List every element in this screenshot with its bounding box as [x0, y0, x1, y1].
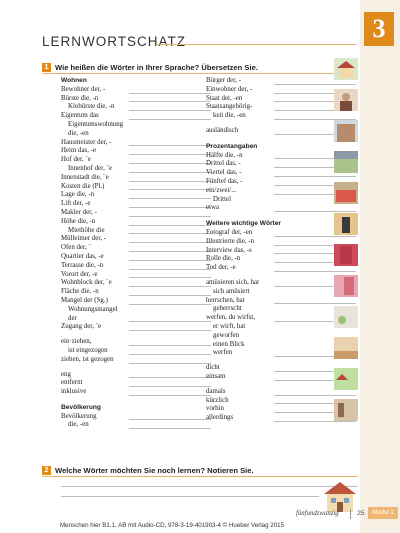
vocab-term: Drittel das, -	[206, 160, 241, 168]
vocab-term: vorhin	[206, 405, 224, 413]
vocab-term: eng	[61, 370, 71, 378]
room-photo-icon	[334, 275, 358, 297]
notes-line[interactable]	[61, 496, 319, 497]
task-1-number: 1	[42, 63, 51, 72]
vocab-row	[61, 218, 211, 227]
courtyard-photo-icon	[334, 151, 358, 173]
translation-line[interactable]	[129, 330, 211, 331]
vocab-term: Eigentumswohnung	[68, 120, 124, 128]
task-2-text: Welche Wörter möchten Sie noch lernen? Notieren Sie.	[55, 466, 254, 475]
vocab-term: herrschen, hat	[206, 296, 245, 304]
vocab-term: Einwohner der, -	[206, 85, 253, 93]
translation-line[interactable]	[129, 93, 211, 94]
vocab-term: allerdings	[206, 414, 234, 422]
vocab-row	[61, 156, 211, 165]
vocab-term: Mangel der (Sg.)	[61, 296, 108, 304]
house-illustration-icon	[322, 478, 358, 514]
translation-line[interactable]	[129, 110, 211, 111]
vocab-term: Hausmeister der, -	[61, 138, 112, 146]
vocab-term: Wohnblock der, ¨e	[61, 279, 112, 287]
translation-line[interactable]	[129, 269, 211, 270]
vocab-row	[61, 356, 211, 365]
translation-line[interactable]	[129, 198, 211, 199]
vocab-row	[61, 323, 211, 332]
vocab-row	[61, 191, 211, 200]
vocab-row	[61, 103, 211, 112]
vocab-term: Fotograf der, -en	[206, 228, 253, 236]
translation-line[interactable]	[129, 101, 211, 102]
vocab-row	[61, 279, 211, 288]
vocab-row	[61, 306, 211, 315]
page-number: 25	[357, 510, 365, 517]
vocab-row	[61, 130, 211, 139]
vocab-term: geworfen	[213, 331, 240, 339]
vocab-term: Wohnungsmangel	[68, 305, 118, 313]
vocab-term: Interview das, -s	[206, 246, 252, 254]
vocab-term: ist eingezogen	[68, 346, 108, 354]
vocab-term: Staatsangehörig-	[206, 103, 253, 111]
vocab-term: ziehen, ist gezogen	[61, 355, 114, 363]
vocab-term: Lage die, -n	[61, 191, 95, 199]
translation-line[interactable]	[129, 428, 211, 429]
vocab-row	[61, 338, 211, 347]
task-1-rule	[42, 73, 358, 74]
vocab-term: Lift der, -e	[61, 200, 91, 208]
translation-line[interactable]	[129, 189, 211, 190]
section-heading: Wohnen	[61, 77, 87, 84]
vocab-term: die, -en	[68, 421, 89, 429]
task-1-heading	[42, 63, 258, 72]
vocab-term: Drittel	[213, 195, 231, 203]
man-photo-icon	[334, 89, 358, 111]
translation-line[interactable]	[129, 354, 211, 355]
vocab-term: Quartier das, -e	[61, 252, 104, 260]
translation-line[interactable]	[129, 242, 211, 243]
photo-strip	[334, 58, 358, 430]
vocab-term: etwa	[206, 204, 220, 212]
vocab-term: ein·ziehen,	[61, 338, 92, 346]
vocab-term: werfen	[213, 349, 233, 357]
vocab-term: Terrasse die, -n	[61, 261, 104, 269]
street-photo-icon	[334, 399, 358, 421]
vocab-row	[61, 121, 211, 130]
translation-line[interactable]	[129, 386, 211, 387]
vocab-row	[61, 95, 211, 104]
vocab-row	[61, 139, 211, 148]
vocab-term: keit die, -en	[213, 112, 246, 120]
translation-line[interactable]	[129, 260, 211, 261]
translation-line[interactable]	[129, 172, 211, 173]
translation-line[interactable]	[129, 216, 211, 217]
vocab-term: inklusive	[61, 388, 87, 396]
vocab-term: Bürste die, -n	[61, 94, 99, 102]
vocab-term: geherrscht	[213, 305, 242, 313]
vocab-row	[61, 112, 211, 121]
vocab-row	[61, 413, 211, 422]
vocab-row	[61, 253, 211, 262]
translation-line[interactable]	[129, 286, 211, 287]
vocab-term: Hälfte die, -n	[206, 151, 243, 159]
translation-line[interactable]	[129, 345, 211, 346]
notes-line[interactable]	[61, 486, 358, 487]
vocab-term: er wirft, hat	[213, 322, 246, 330]
vocab-term: Vorort der, -e	[61, 270, 98, 278]
title-rule	[156, 44, 356, 45]
vocab-column-left	[61, 77, 211, 430]
translation-line[interactable]	[129, 295, 211, 296]
vocab-row	[61, 371, 211, 380]
vocab-term: Staat der, -en	[206, 94, 243, 102]
vocab-row	[61, 347, 211, 356]
terrace-photo-icon	[334, 337, 358, 359]
vocab-row	[61, 227, 211, 236]
house-illustration-icon	[334, 58, 358, 80]
vocab-term: Innenstadt die, ¨e	[61, 173, 109, 181]
translation-line[interactable]	[129, 154, 211, 155]
vocab-term: Rolle die, -n	[206, 255, 241, 263]
section-heading: Bevölkerung	[61, 403, 101, 411]
vocab-term: Bewohner der, -	[61, 85, 106, 93]
vocab-row	[61, 235, 211, 244]
vocab-row	[61, 244, 211, 253]
oven-photo-icon	[334, 213, 358, 235]
vocab-term: werfen, du wirfst,	[206, 314, 255, 322]
vocab-term: kürzlich	[206, 396, 229, 404]
vocab-row	[61, 209, 211, 218]
vocab-row	[61, 388, 211, 397]
section-heading: Prozentangaben	[206, 142, 258, 150]
translation-line[interactable]	[129, 207, 211, 208]
footer-divider	[350, 509, 351, 519]
vocab-term: Innenhof der, ¨e	[68, 164, 112, 172]
vocab-term: der	[68, 314, 77, 322]
vocab-row	[61, 86, 211, 95]
vocab-term: einsam	[206, 372, 226, 380]
vocab-row	[61, 165, 211, 174]
translation-line[interactable]	[129, 233, 211, 234]
translation-line[interactable]	[129, 304, 211, 305]
village-photo-icon	[334, 368, 358, 390]
task-2-rule	[42, 476, 358, 477]
vocab-term: die, -en	[68, 129, 89, 137]
vocab-term: Hof der, ¨e	[61, 156, 91, 164]
vocab-term: Illustrierte die, -n	[206, 237, 255, 245]
task-2-number: 2	[42, 466, 51, 475]
vocab-term: einen Blick	[213, 340, 245, 348]
vocab-row	[61, 262, 211, 271]
vocab-term: Heim das, -e	[61, 147, 97, 155]
translation-line[interactable]	[129, 145, 211, 146]
vocab-term: Zugang der, ¨e	[61, 323, 102, 331]
page-number-word: fünfundzwanzig	[296, 510, 339, 517]
vocab-term: Ofen der, ¨	[61, 244, 91, 252]
chapter-badge: 3	[364, 12, 394, 46]
vocab-row	[61, 315, 211, 324]
vocab-row	[61, 147, 211, 156]
vocab-term: Bevölkerung	[61, 412, 97, 420]
section-heading: Weitere wichtige Wörter	[206, 220, 281, 228]
vocab-row	[61, 183, 211, 192]
translation-line[interactable]	[129, 321, 211, 322]
translation-line[interactable]	[129, 225, 211, 226]
translation-line[interactable]	[129, 395, 211, 396]
vocab-term: Fläche die, -n	[61, 288, 99, 296]
translation-line[interactable]	[129, 419, 211, 420]
vocab-row	[61, 271, 211, 280]
vocab-term: Fünftel das, -	[206, 177, 243, 185]
vocab-row	[61, 174, 211, 183]
vocab-term: sich amüsiert	[213, 287, 250, 295]
translation-line[interactable]	[129, 251, 211, 252]
kitchen-photo-icon	[334, 182, 358, 204]
vocab-term: entfernt	[61, 379, 83, 387]
vocab-term: Kosten die (Pl.)	[61, 182, 105, 190]
vocab-term: Tod der, -e	[206, 264, 236, 272]
vocab-term: dicht	[206, 364, 220, 372]
translation-line[interactable]	[129, 181, 211, 182]
vocab-term: Viertel das, -	[206, 169, 242, 177]
translation-line[interactable]	[129, 363, 211, 364]
vocab-term: ein/zwei/...	[206, 186, 237, 194]
translation-line[interactable]	[129, 163, 211, 164]
vocab-term: Klobürste die, -n	[68, 103, 115, 111]
translation-line[interactable]	[129, 277, 211, 278]
vocab-term: Bürger der, -	[206, 77, 241, 84]
page-sidebar	[360, 0, 400, 533]
door-photo-icon	[334, 244, 358, 266]
vocab-term: amüsieren sich, hat	[206, 278, 260, 286]
vocab-term: Eigentum das	[61, 112, 99, 120]
vocab-term: Makler der, -	[61, 208, 97, 216]
translation-line[interactable]	[129, 377, 211, 378]
vocab-row	[61, 421, 211, 430]
page-title: LERNWORTSCHATZ	[42, 34, 187, 49]
vocab-row	[61, 200, 211, 209]
vocab-row	[61, 297, 211, 306]
vocab-term: damals	[206, 387, 226, 395]
vocab-term: Höhe die, -n	[61, 217, 96, 225]
vocab-term: ausländisch	[206, 126, 239, 134]
modul-badge: Modul 1	[368, 507, 398, 519]
copyright-credit: Menschen hier B1.1, AB mit Audio-CD, 978-3-19-401903-4 © Hueber Verlag 2015	[60, 522, 285, 529]
translation-line[interactable]	[129, 119, 211, 120]
vocab-row	[61, 379, 211, 388]
task-2-heading	[42, 466, 254, 475]
task-1-text: Wie heißen die Wörter in Ihrer Sprache? Übersetzen Sie.	[55, 63, 258, 72]
vocab-row	[61, 288, 211, 297]
lamp-photo-icon	[334, 306, 358, 328]
building-photo-icon	[334, 120, 358, 142]
vocab-term: Mülleimer der, -	[61, 235, 107, 243]
vocab-term: Miethöhe die	[68, 226, 105, 234]
